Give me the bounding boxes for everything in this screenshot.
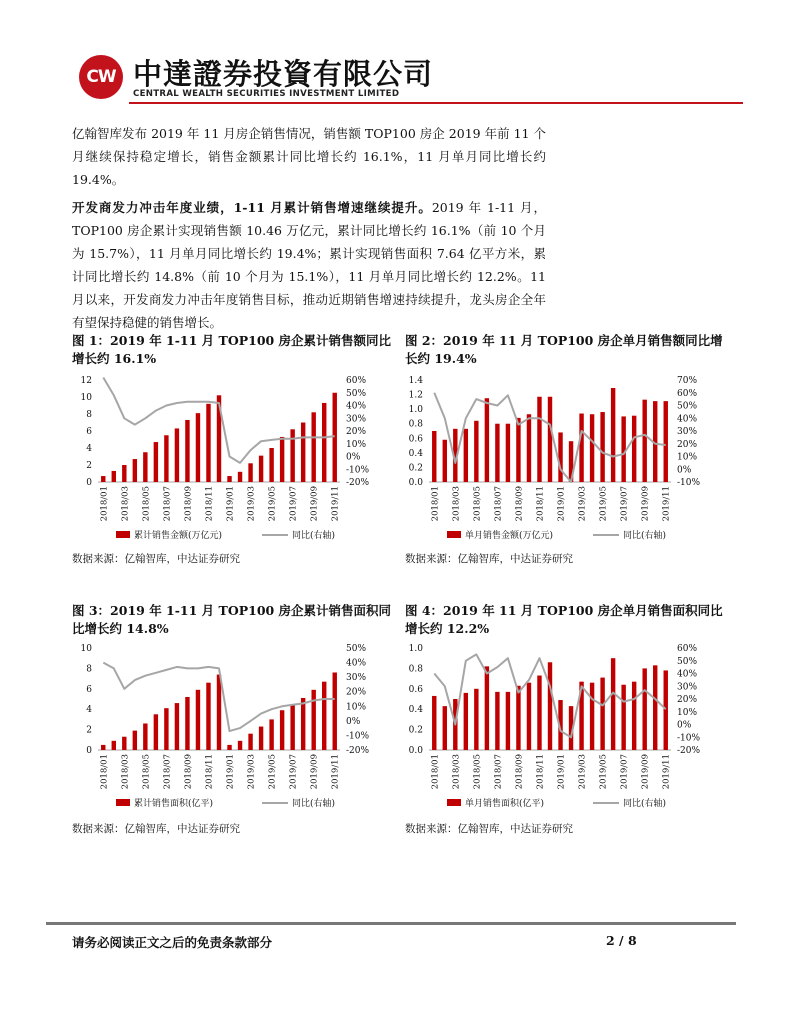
bar (206, 404, 210, 482)
analysis-lead: 开发商发力冲击年度业绩，1-11 月累计销售增速继续提升。 (72, 200, 432, 215)
bar (164, 708, 168, 750)
bar (642, 400, 646, 482)
bar (333, 672, 337, 750)
bar (185, 697, 189, 750)
chart1-source: 数据来源：亿翰智库，中达证券研究 (72, 553, 240, 565)
bar (280, 710, 284, 750)
right-tick-label: 60% (677, 644, 698, 654)
x-tick-label: 2018/07 (162, 754, 173, 790)
bar (664, 670, 668, 750)
bar (432, 431, 436, 482)
x-tick-label: 2019/05 (598, 486, 609, 522)
left-tick-label: 4 (86, 705, 92, 716)
bar (432, 696, 436, 750)
bar (333, 393, 337, 482)
legend-bar-label: 累计销售面积(亿平) (134, 799, 214, 809)
x-tick-label: 2019/11 (330, 754, 341, 790)
bar (122, 465, 126, 482)
right-tick-label: 60% (346, 376, 367, 386)
bar (516, 418, 520, 482)
x-tick-label: 2018/09 (183, 754, 194, 790)
bar (474, 689, 478, 750)
x-tick-label: 2018/09 (183, 486, 194, 522)
bar (301, 698, 305, 750)
x-tick-label: 2018/01 (99, 486, 110, 522)
bar (579, 414, 583, 482)
legend-line-label: 同比(右轴) (623, 799, 667, 809)
right-tick-label: 0% (677, 720, 692, 731)
x-tick-label: 2019/09 (640, 486, 651, 522)
left-tick-label: 0.0 (408, 478, 423, 488)
bar (290, 705, 294, 750)
bar (322, 403, 326, 482)
x-tick-label: 2018/01 (99, 754, 110, 790)
right-tick-label: 20% (346, 427, 367, 437)
chart1-title: 图 1：2019 年 1-11 月 TOP100 房企累计销售额同比增长约 16.1% (72, 333, 392, 366)
chart4-title: 图 4：2019 年 11 月 TOP100 房企单月销售面积同比增长约 12.2% (405, 603, 723, 636)
left-tick-label: 1.0 (408, 405, 423, 416)
bar (101, 745, 105, 750)
bar (217, 675, 221, 750)
right-tick-label: 10% (677, 707, 698, 718)
x-tick-label: 2019/01 (556, 486, 567, 522)
legend-bar-swatch (447, 531, 461, 538)
x-tick-label: 2018/03 (451, 486, 462, 522)
right-tick-label: 40% (346, 401, 367, 412)
x-tick-label: 2018/03 (120, 754, 131, 790)
x-tick-label: 2019/01 (225, 486, 236, 522)
legend-bar-swatch (116, 799, 130, 806)
right-tick-label: 40% (677, 414, 698, 425)
bar (112, 741, 116, 750)
footer-divider (46, 922, 736, 925)
right-tick-label: -20% (677, 746, 701, 756)
x-tick-label: 2018/11 (204, 486, 215, 522)
left-tick-label: 0 (86, 746, 92, 756)
x-tick-label: 2019/05 (598, 754, 609, 790)
bar (611, 388, 615, 482)
legend-line-label: 同比(右轴) (623, 531, 667, 541)
bar (154, 442, 158, 482)
bar (495, 424, 499, 482)
left-tick-label: 6 (86, 684, 92, 695)
right-tick-label: 30% (677, 427, 698, 437)
right-tick-label: -10% (677, 733, 701, 744)
legend-bar-label: 单月销售金额(万亿元) (465, 531, 554, 541)
x-tick-label: 2018/07 (162, 486, 173, 522)
company-name-en: CENTRAL WEALTH SECURITIES INVESTMENT LIMITED (133, 89, 400, 99)
x-tick-label: 2018/05 (141, 754, 152, 790)
left-tick-label: 0.8 (408, 419, 423, 430)
right-tick-label: 40% (677, 669, 698, 680)
left-tick-label: 1.2 (408, 390, 423, 401)
bar (527, 683, 531, 750)
bar (311, 690, 315, 750)
right-tick-label: 0% (677, 465, 692, 476)
x-tick-label: 2018/09 (514, 754, 525, 790)
left-tick-label: 0.6 (408, 684, 423, 695)
left-tick-label: 1.4 (408, 376, 423, 386)
x-tick-label: 2019/05 (267, 486, 278, 522)
bar (143, 452, 147, 482)
right-tick-label: -20% (346, 746, 370, 756)
x-tick-label: 2019/09 (309, 486, 320, 522)
right-tick-label: 0% (346, 452, 361, 463)
bar (185, 420, 189, 482)
bar (527, 414, 531, 482)
legend-line-label: 同比(右轴) (292, 799, 336, 809)
x-tick-label: 2019/01 (556, 754, 567, 790)
chart2-monthly-sales-amount (397, 372, 717, 557)
x-tick-label: 2018/11 (535, 754, 546, 790)
right-tick-label: 20% (677, 439, 698, 450)
left-tick-label: 10 (80, 644, 92, 654)
bar (495, 692, 499, 750)
x-tick-label: 2019/07 (288, 754, 299, 790)
x-tick-label: 2018/11 (204, 754, 215, 790)
chart3-title: 图 3：2019 年 1-11 月 TOP100 房企累计销售面积同比增长约 14.8% (72, 603, 392, 636)
bar (322, 682, 326, 750)
bar (227, 745, 231, 750)
bar (464, 429, 468, 482)
bar (590, 683, 594, 750)
bar (506, 692, 510, 750)
x-tick-label: 2018/05 (141, 486, 152, 522)
bar (301, 423, 305, 483)
x-tick-label: 2018/07 (493, 754, 504, 790)
x-tick-label: 2018/03 (120, 486, 131, 522)
chart2-title: 图 2：2019 年 11 月 TOP100 房企单月销售额同比增长约 19.4% (405, 333, 723, 366)
x-tick-label: 2018/01 (430, 486, 441, 522)
bar (485, 666, 489, 750)
x-tick-label: 2019/07 (619, 486, 630, 522)
bar (653, 665, 657, 750)
bar (248, 734, 252, 750)
right-tick-label: 10% (346, 702, 367, 713)
bar (548, 662, 552, 750)
right-tick-label: 60% (677, 388, 698, 399)
bar (196, 690, 200, 750)
bar (164, 435, 168, 482)
right-tick-label: 40% (346, 658, 367, 669)
right-tick-label: 30% (346, 673, 367, 684)
x-tick-label: 2019/11 (661, 486, 672, 522)
bar (175, 703, 179, 750)
intro-paragraph: 亿翰智库发布 2019 年 11 月房企销售情况，销售额 TOP100 房企 2019 年前 11 个月继续保持稳定增长，销售金额累计同比增长约 16.1%，11 月单月同比增长约 19.4%。 (72, 126, 546, 187)
bar (642, 668, 646, 750)
bar (101, 476, 105, 482)
right-tick-label: 50% (677, 656, 698, 667)
left-tick-label: 0.4 (408, 448, 423, 459)
bar (621, 416, 625, 482)
bar (227, 476, 231, 482)
left-tick-label: 0.4 (408, 705, 423, 716)
bar (280, 437, 284, 482)
bar (664, 401, 668, 482)
page-number: 2 / 8 (606, 933, 637, 948)
right-tick-label: -10% (677, 478, 701, 488)
left-tick-label: 8 (86, 410, 92, 420)
bar (474, 421, 478, 482)
left-tick-label: 0.0 (408, 746, 423, 756)
bar (269, 448, 273, 482)
bar (506, 424, 510, 482)
chart1-cumulative-sales-amount (66, 372, 386, 557)
bar (558, 432, 562, 482)
chart4-monthly-sales-area (397, 640, 717, 825)
bar (600, 678, 604, 750)
bar (611, 658, 615, 750)
left-tick-label: 8 (86, 664, 92, 675)
right-tick-label: -10% (346, 731, 370, 742)
company-logo: CW (79, 55, 123, 99)
report-header (0, 0, 791, 110)
x-tick-label: 2019/03 (246, 754, 257, 790)
x-tick-label: 2018/07 (493, 486, 504, 522)
x-tick-label: 2018/05 (472, 486, 483, 522)
chart2-source: 数据来源：亿翰智库，中达证券研究 (405, 553, 573, 565)
bar (238, 472, 242, 482)
right-tick-label: 10% (346, 439, 367, 450)
bar (600, 412, 604, 482)
right-tick-label: 50% (346, 388, 367, 399)
bar (206, 683, 210, 750)
x-tick-label: 2019/09 (640, 754, 651, 790)
bar (238, 741, 242, 750)
left-tick-label: 2 (86, 725, 92, 736)
bar (311, 412, 315, 482)
x-tick-label: 2019/03 (577, 486, 588, 522)
bar (122, 737, 126, 750)
bar (133, 459, 137, 482)
x-tick-label: 2019/11 (330, 486, 341, 522)
x-tick-label: 2019/03 (577, 754, 588, 790)
left-tick-label: 0.6 (408, 434, 423, 445)
legend-bar-label: 累计销售金额(万亿元) (134, 531, 223, 541)
right-tick-label: 70% (677, 376, 698, 386)
left-tick-label: 10 (80, 393, 92, 403)
x-tick-label: 2019/11 (661, 754, 672, 790)
bar (443, 706, 447, 750)
bar (133, 731, 137, 750)
x-tick-label: 2019/01 (225, 754, 236, 790)
bar (548, 397, 552, 482)
right-tick-label: 50% (677, 401, 698, 412)
bar (259, 456, 263, 482)
bar (464, 693, 468, 750)
x-tick-label: 2018/05 (472, 754, 483, 790)
right-tick-label: 20% (346, 687, 367, 698)
bar (537, 676, 541, 750)
bar (143, 723, 147, 750)
legend-bar-swatch (447, 799, 461, 806)
legend-line-label: 同比(右轴) (292, 531, 336, 541)
bar (112, 471, 116, 482)
right-tick-label: 30% (346, 414, 367, 425)
bar (175, 428, 179, 482)
x-tick-label: 2018/03 (451, 754, 462, 790)
x-tick-label: 2018/01 (430, 754, 441, 790)
chart3-source: 数据来源：亿翰智库，中达证券研究 (72, 823, 240, 835)
analysis-paragraph (72, 196, 546, 334)
bar (516, 686, 520, 750)
bar (259, 727, 263, 750)
bar (290, 429, 294, 482)
bar (632, 682, 636, 750)
x-tick-label: 2019/07 (288, 486, 299, 522)
right-tick-label: -10% (346, 465, 370, 476)
chart4-source: 数据来源：亿翰智库，中达证券研究 (405, 823, 573, 835)
left-tick-label: 0.8 (408, 664, 423, 675)
analysis-body: 2019 年 1-11 月，TOP100 房企累计实现销售额 10.46 万亿元，累计同比增长约 16.1%（前 10 个月为 15.7%），11 月单月同比增长约 19.4%；累计实现销售面积 7.64 亿平方米，累计同比增长约 14.8%（前 10 个月为 15.1%），11 月单月同比增长约 12.2%。11 月以来，开发商发力冲击年度销售目标，推动近期销售增速持续提升，龙头房企全年有望保持稳健的销售增长。 (72, 200, 546, 330)
company-name-cn: 中達證券投資有限公司 (133, 57, 434, 91)
bar (485, 398, 489, 482)
bar (269, 719, 273, 750)
bar (196, 413, 200, 482)
x-tick-label: 2019/05 (267, 754, 278, 790)
left-tick-label: 0.2 (408, 725, 423, 736)
right-tick-label: 20% (677, 695, 698, 705)
chart3-cumulative-sales-area (66, 640, 386, 825)
x-tick-label: 2018/09 (514, 486, 525, 522)
right-tick-label: 0% (346, 716, 361, 727)
x-tick-label: 2019/07 (619, 754, 630, 790)
legend-bar-label: 单月销售面积(亿平) (465, 799, 545, 809)
x-tick-label: 2019/03 (246, 486, 257, 522)
footer-disclaimer: 请务必阅读正文之后的免责条款部分 (72, 935, 273, 950)
bar (443, 440, 447, 482)
bar (632, 416, 636, 482)
x-tick-label: 2018/11 (535, 486, 546, 522)
left-tick-label: 4 (86, 444, 92, 454)
left-tick-label: 12 (80, 376, 92, 386)
right-tick-label: 30% (677, 682, 698, 693)
x-tick-label: 2019/09 (309, 754, 320, 790)
right-tick-label: -20% (346, 478, 370, 488)
bar (590, 414, 594, 482)
left-tick-label: 6 (86, 427, 92, 437)
left-tick-label: 2 (86, 461, 92, 471)
bar (248, 463, 252, 482)
right-tick-label: 10% (677, 452, 698, 463)
left-tick-label: 0.2 (408, 463, 423, 474)
bar (537, 397, 541, 482)
legend-bar-swatch (116, 531, 130, 538)
header-divider (129, 102, 743, 104)
bar (621, 685, 625, 750)
left-tick-label: 1.0 (408, 644, 423, 654)
bar (154, 714, 158, 750)
left-tick-label: 0 (86, 478, 92, 488)
right-tick-label: 50% (346, 644, 367, 654)
